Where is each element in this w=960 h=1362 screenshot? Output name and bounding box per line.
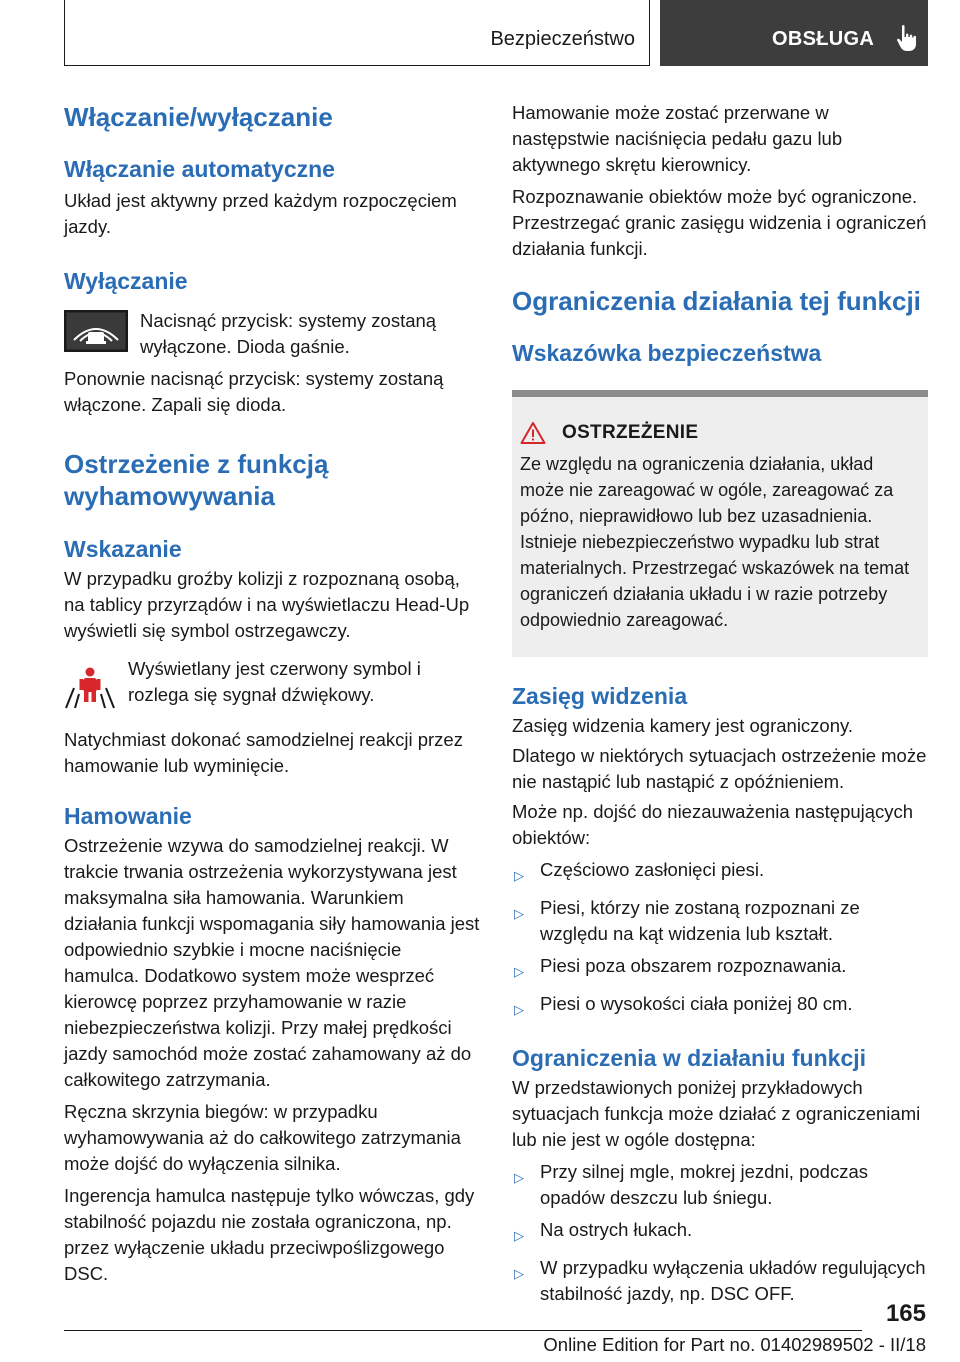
switch-off-row — [64, 308, 480, 360]
heading-switch-off: Wyłączanie — [64, 268, 188, 294]
footer-edition: Online Edition for Part no. 01402989502 - II/18 — [543, 1334, 926, 1355]
text-react: Natychmiast dokonać samodzielnej reakcji przez hamowanie lub wyminięcie. — [64, 729, 463, 776]
warning-header — [520, 421, 910, 445]
heading-safety-note: Wskazówka bezpieczeństwa — [512, 340, 822, 366]
function-limits-list — [512, 1159, 928, 1307]
warning-text: Ze względu na ograniczenia działania, układ może nie zareagować w ogóle, zareagować za późno, nieprawidłowo lub bez uzasadnienia. Istnieje niebezpieczeństwo wypadku lub strat materialnych. Przestrzegać wskazówek na temat ograniczeń działania układu i w razie potrzeby odpowiednio zareagować. — [520, 454, 910, 630]
triangle-bullet-icon: ▷ — [514, 1170, 524, 1185]
heading-function-restrictions: Ograniczenia w działaniu funkcji — [512, 1045, 867, 1071]
list-item: ▷ Przy silnej mgle, mokrej jezdni, podczas opadów deszczu lub śniegu. — [512, 1159, 928, 1211]
triangle-bullet-icon: ▷ — [514, 1002, 524, 1017]
triangle-bullet-icon: ▷ — [514, 1228, 524, 1243]
heading-function-limits: Ograniczenia działania tej funkcji — [512, 286, 921, 316]
list-item: ▷ Na ostrych łukach. — [512, 1217, 928, 1249]
text-braking-2: Ręczna skrzynia biegów: w przypadku wyhamowywania aż do całkowitego zatrzymania może dojść do wyłączenia silnika. — [64, 1101, 461, 1174]
list-item: ▷ Piesi poza obszarem rozpoznawania. — [512, 953, 928, 985]
heading-field-of-view: Zasięg widzenia — [512, 683, 688, 709]
text-interrupt: Hamowanie może zostać przerwane w następstwie naciśnięcia pedału gazu lub aktywnego skrętu kierownicy. — [512, 102, 843, 175]
triangle-bullet-icon: ▷ — [514, 1266, 524, 1281]
header-chapter-box — [660, 0, 928, 66]
text-indication: W przypadku groźby kolizji z rozpoznaną osobą, na tablicy przyrządów i na wyświetlaczu Head-Up wyświetli się symbol ostrzegawczy. — [64, 568, 470, 641]
text-recognition: Rozpoznawanie obiektów może być ograniczone. Przestrzegać granic zasięgu widzenia i ograniczeń działania funkcji. — [512, 186, 927, 259]
header-section-title: Bezpieczeństwo — [490, 28, 635, 50]
text-red-symbol: Wyświetlany jest czerwony symbol i rozlega się sygnał dźwiękowy. — [128, 658, 421, 705]
text-range-2: Dlatego w niektórych sytuacjach ostrzeżenie może nie nastąpić lub nastąpić z opóźnieniem. — [512, 745, 927, 792]
right-column — [512, 100, 928, 1307]
pedestrian-warning-symbol-icon — [64, 662, 116, 710]
pedestrian-warning-button-icon — [64, 310, 128, 352]
warning-title: OSTRZEŻENIE — [562, 422, 699, 443]
warning-triangle-icon — [520, 421, 546, 445]
heading-braking: Hamowanie — [64, 803, 192, 829]
triangle-bullet-icon: ▷ — [514, 964, 524, 979]
page-number: 165 — [885, 1300, 926, 1327]
heading-auto-on: Włączanie automatyczne — [64, 156, 335, 182]
header-chapter-title: OBSŁUGA — [772, 28, 875, 50]
list-item: ▷ Piesi o wysokości ciała poniżej 80 cm. — [512, 991, 928, 1023]
header-section-box — [64, 0, 650, 66]
text-braking-3: Ingerencja hamulca następuje tylko wówczas, gdy stabilność pojazdu nie została ograniczona, np. przez wyłączenie układu przeciwpoślizgowego DSC. — [64, 1185, 475, 1284]
list-item: ▷ Piesi, którzy nie zostaną rozpoznani ze względu na kąt widzenia lub kształt. — [512, 895, 928, 947]
list-item: ▷ Częściowo zasłonięci piesi. — [512, 857, 928, 889]
triangle-bullet-icon: ▷ — [514, 906, 524, 921]
pointing-hand-icon — [896, 24, 920, 52]
text-switch-on-again: Ponownie nacisnąć przycisk: systemy zostaną włączone. Zapali się dioda. — [64, 368, 444, 415]
list-item: ▷ W przypadku wyłączenia układów regulujących stabilność jazdy, np. DSC OFF. — [512, 1255, 928, 1307]
text-function-restrictions: W przedstawionych poniżej przykładowych sytuacjach funkcja może działać z ograniczeniami lub nie jest w ogóle dostępna: — [512, 1077, 921, 1150]
text-switch-off: Nacisnąć przycisk: systemy zostaną wyłączone. Dioda gaśnie. — [140, 310, 437, 357]
text-braking-1: Ostrzeżenie wzywa do samodzielnej reakcji. W trakcie trwania ostrzeżenia wykorzystywana jest maksymalna siła hamowania. Warunkiem działania funkcji wspomagania siły hamowania jest odpowiednio szybkie i mocne naciśnięcie hamulca. Dodatkowo system może wesprzeć kierowcę poprzez przyhamowanie w razie niebezpieczeństwa kolizji. Przy małej prędkości jazdy samochód może zostać zahamowany aż do całkowitego zatrzymania. — [64, 835, 480, 1090]
heading-brake-warning: Ostrzeżenie z funkcją wyhamowywania — [64, 449, 329, 511]
heading-on-off: Włączanie/wyłączanie — [64, 102, 333, 132]
symbol-row — [64, 656, 480, 715]
range-list — [512, 857, 928, 1023]
footer-divider — [64, 1330, 862, 1331]
left-column — [64, 100, 480, 1287]
text-range-1: Zasięg widzenia kamery jest ograniczony. — [512, 715, 854, 736]
triangle-bullet-icon: ▷ — [514, 868, 524, 883]
text-range-3: Może np. dojść do niezauważenia następujących obiektów: — [512, 801, 914, 848]
warning-box — [512, 390, 928, 657]
text-auto-on: Układ jest aktywny przed każdym rozpoczęciem jazdy. — [64, 190, 457, 237]
heading-indication: Wskazanie — [64, 536, 182, 562]
